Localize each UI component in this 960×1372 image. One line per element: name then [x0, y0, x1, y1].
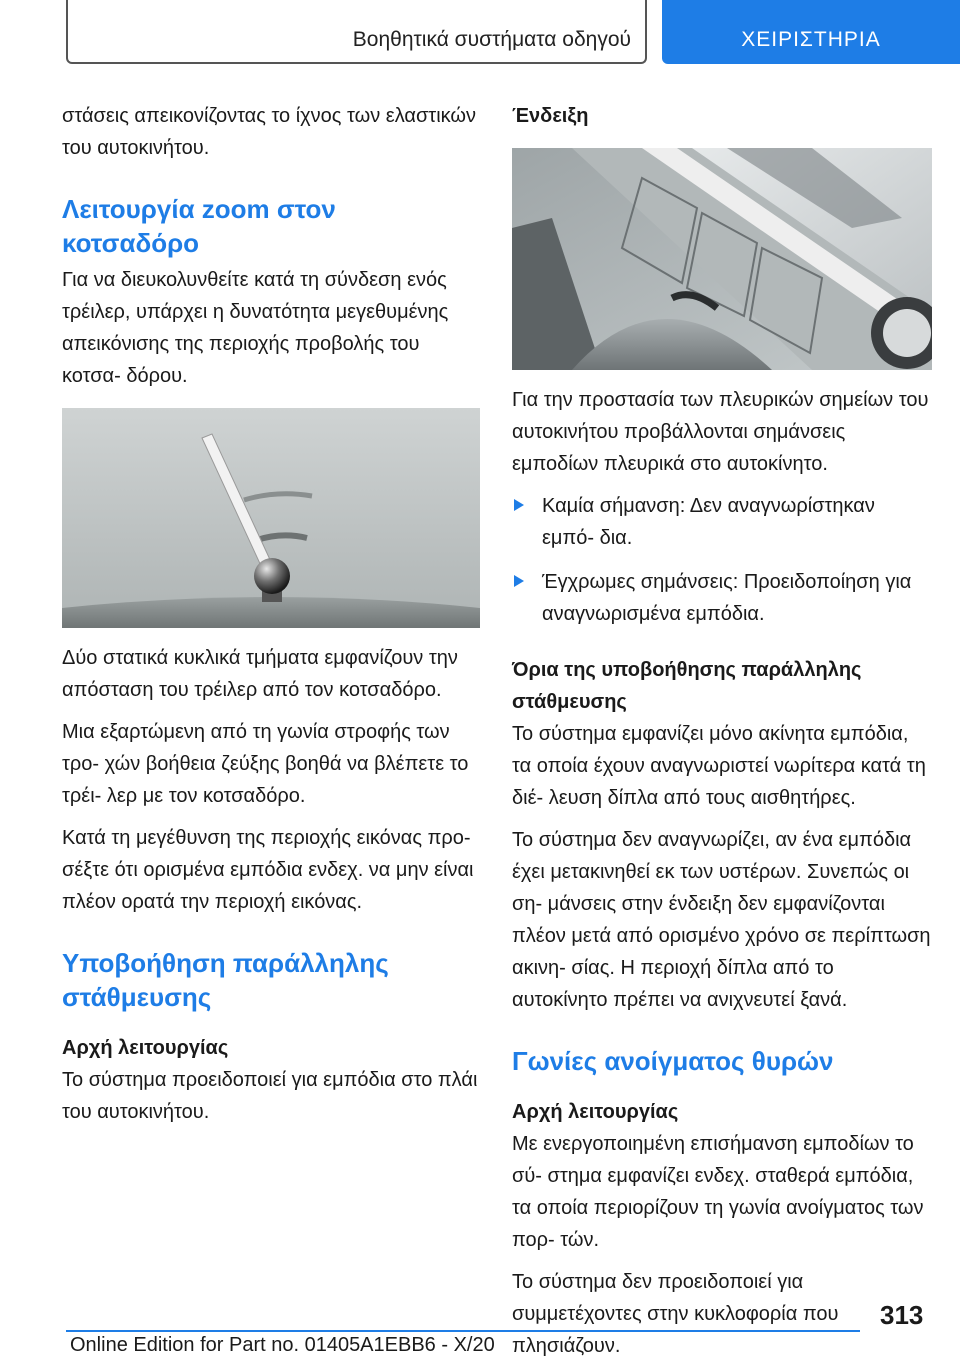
- page-header: [0, 0, 960, 64]
- side-marking-illustration: [512, 148, 932, 370]
- page-number: 313: [880, 1300, 924, 1330]
- angle-paragraph: Μια εξαρτώμενη από τη γωνία στροφής των τρο- χών βοήθεια ζεύξης βοηθά να βλέπετε το τρέι- λερ με τον κοτσαδόρο.: [62, 721, 469, 807]
- enlarge-paragraph: Κατά τη μεγέθυνση της περιοχής εικόνας προ- σέξτε ότι ορισμένα εμπόδια ενδεχ. να μην είναι πλέον ορατά την περιοχή εικόνας.: [62, 827, 474, 913]
- parking-assist-heading: Υποβοήθηση παράλληλης στάθμευσης: [62, 948, 389, 1012]
- bullet-colored-marking: [512, 566, 932, 630]
- limits-paragraph-2: Το σύστημα δεν αναγνωρίζει, αν ένα εμπόδια έχει μετακινηθεί εκ των υστέρων. Συνεπώς οι ση- μάνσεις στην ένδειξη δεν εμφανίζονται πλέον μετά από ορισμένο χρόνο σε περίπτωση ακινη- σίας. Η περιοχή δίπλα από το αυτοκίνητο πρέπει να ανιχνευτεί ξανά.: [512, 829, 931, 1011]
- section-title: Βοηθητικά συστήματα οδηγού: [352, 28, 631, 51]
- principle-paragraph: Το σύστημα προειδοποιεί για εμπόδια στο πλάι του αυτοκινήτου.: [62, 1069, 478, 1123]
- protection-paragraph: Για την προστασία των πλευρικών σημείων του αυτοκινήτου προβάλλονται σημάνσεις εμποδίων πλευρικά στο αυτοκίνητο.: [512, 389, 929, 475]
- left-column: [62, 100, 480, 1138]
- door-paragraph-2: Το σύστημα δεν προειδοποιεί για συμμετέχοντες στην κυκλοφορία που πλησιάζουν.: [512, 1271, 839, 1357]
- right-column: [512, 100, 932, 1372]
- footer-divider: [66, 1330, 860, 1332]
- bullet-triangle-icon: [514, 499, 524, 511]
- section-tab: [66, 0, 647, 64]
- door-angle-heading: Γωνίες ανοίγματος θυρών: [512, 1046, 834, 1076]
- limits-heading: Όρια της υποβοήθησης παράλληλης στάθμευσης: [512, 659, 862, 713]
- principle-heading: Αρχή λειτουργίας: [62, 1037, 229, 1059]
- limits-paragraph-1: Το σύστημα εμφανίζει μόνο ακίνητα εμπόδια, τα οποία έχουν αναγνωριστεί νωρίτερα κατά τη διέ- λευση δίπλα από τους αισθητήρες.: [512, 723, 926, 809]
- door-paragraph-1: Με ενεργοποιημένη επισήμανση εμποδίων το σύ- στημα εμφανίζει ενδεχ. σταθερά εμπόδια, τα οποία περιορίζουν τη γωνία ανοίγματος των πορ- τών.: [512, 1133, 924, 1251]
- bullet-text: Έγχρωμες σημάνσεις: Προειδοποίηση για αναγνωρισμένα εμπόδια.: [542, 571, 912, 625]
- hitch-zoom-illustration: [62, 408, 480, 628]
- chapter-title: ΧΕΙΡΙΣΤΗΡΙΑ: [741, 28, 881, 51]
- footer-edition: Online Edition for Part no. 01405A1EBB6 - X/20: [70, 1334, 495, 1356]
- bullet-no-marking: [512, 490, 932, 554]
- chapter-tab: [662, 0, 960, 64]
- zoom-heading: Λειτουργία zoom στον κοτσαδόρο: [62, 194, 336, 258]
- circles-paragraph: Δύο στατικά κυκλικά τμήματα εμφανίζουν την απόσταση του τρέιλερ από τον κοτσαδόρο.: [62, 647, 458, 701]
- display-heading: Ένδειξη: [512, 105, 589, 127]
- bullet-triangle-icon: [514, 575, 524, 587]
- bullet-text: Καμία σήμανση: Δεν αναγνωρίστηκαν εμπό- δια.: [542, 495, 875, 549]
- door-principle-heading: Αρχή λειτουργίας: [512, 1101, 679, 1123]
- intro-paragraph: στάσεις απεικονίζοντας το ίχνος των ελαστικών του αυτοκινήτου.: [62, 105, 477, 159]
- zoom-paragraph: Για να διευκολυνθείτε κατά τη σύνδεση ενός τρέιλερ, υπάρχει η δυνατότητα μεγεθυμένης απεικόνισης της περιοχής προβολής του κοτσα- δόρου.: [62, 269, 449, 387]
